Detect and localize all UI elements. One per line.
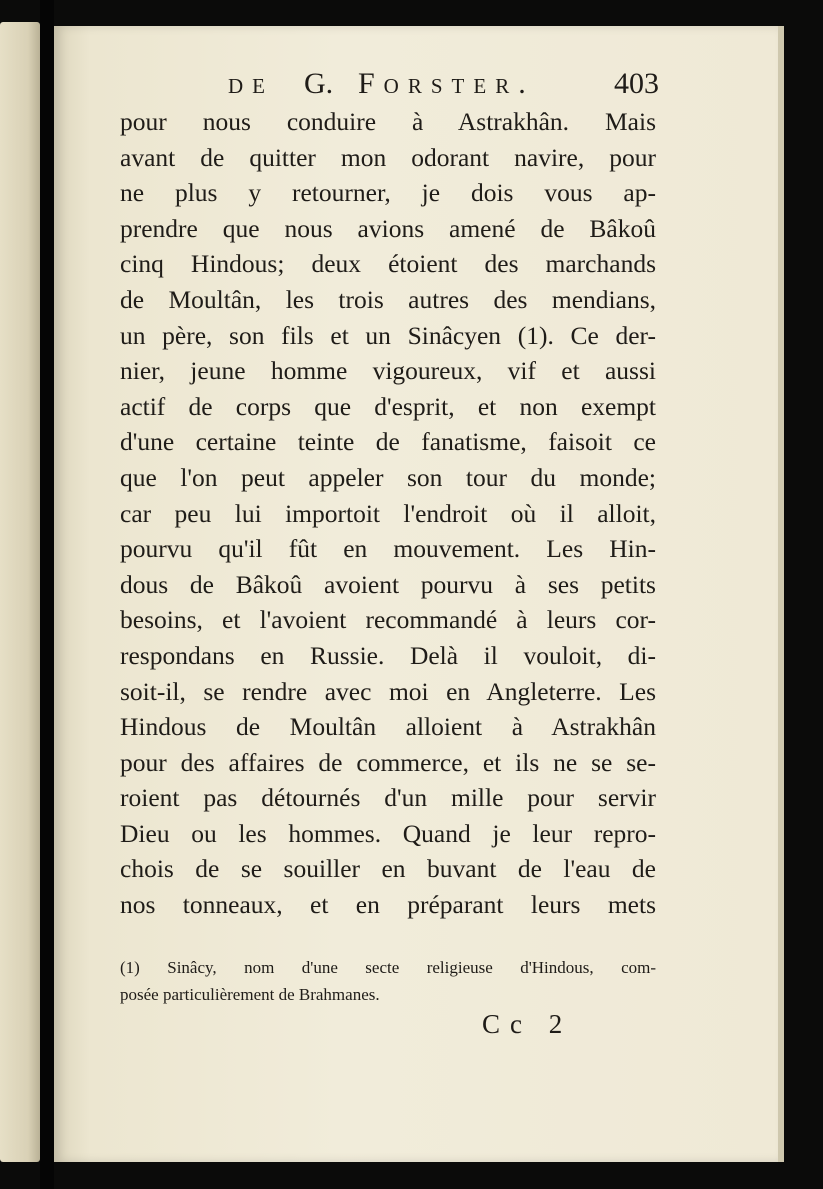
text-line: Hindous de Moultân alloient à Astrakhân xyxy=(120,712,656,742)
page-number: 403 xyxy=(614,67,659,100)
text-line: nos tonneaux, et en préparant leurs mets xyxy=(120,890,656,920)
text-line: soit-il, se rendre avec moi en Angleterre. Les xyxy=(120,676,656,706)
text-line: dous de Bâkoû avoient pourvu à ses petits xyxy=(120,569,656,599)
text-line: car peu lui importoit l'endroit où il alloit, xyxy=(120,498,656,528)
text-line: pour nous conduire à Astrakhân. Mais xyxy=(120,107,656,136)
text-line: avant de quitter mon odorant navire, pour xyxy=(120,142,656,172)
text-line: pour des affaires de commerce, et ils ne se se- xyxy=(120,747,656,777)
text-line: pourvu qu'il fût en mouvement. Les Hin- xyxy=(120,534,656,564)
body-text xyxy=(120,104,656,923)
text-line: besoins, et l'avoient recommandé à leurs cor- xyxy=(120,605,656,635)
book-gutter xyxy=(40,0,54,1189)
text-line: d'une certaine teinte de fanatisme, faisoit ce xyxy=(120,427,656,457)
text-line: prendre que nous avions amené de Bâkoû xyxy=(120,213,656,243)
left-page-edge xyxy=(0,22,40,1162)
text-line: roient pas détournés d'un mille pour servir xyxy=(120,783,656,813)
running-header xyxy=(228,62,668,106)
header-surname: Forster. xyxy=(358,67,535,100)
signature-mark: Cc 2 xyxy=(482,1009,573,1039)
text-line: un père, son fils et un Sinâcyen (1). Ce der- xyxy=(120,320,656,350)
text-line: ne plus y retourner, je dois vous ap- xyxy=(120,178,656,208)
text-line: nier, jeune homme vigoureux, vif et aussi xyxy=(120,356,656,386)
text-line: que l'on peut appeler son tour du monde; xyxy=(120,462,656,492)
footnote-line: (1) Sinâcy, nom d'une secte religieuse d'Hindous, com- xyxy=(120,958,656,977)
text-line: actif de corps que d'esprit, et non exempt xyxy=(120,391,656,421)
text-line: de Moultân, les trois autres des mendians, xyxy=(120,284,656,314)
header-initial: G. xyxy=(304,67,334,100)
text-line: respondans en Russie. Delà il vouloit, di- xyxy=(120,640,656,670)
page-right-edge xyxy=(778,26,784,1162)
footnote xyxy=(120,954,656,1008)
text-line: Dieu ou les hommes. Quand je leur repro- xyxy=(120,818,656,848)
header-prefix: de xyxy=(228,67,274,100)
footnote-line: posée particulièrement de Brahmanes. xyxy=(120,985,380,1004)
text-line: chois de se souiller en buvant de l'eau de xyxy=(120,854,656,884)
text-line: cinq Hindous; deux étoient des marchands xyxy=(120,249,656,279)
